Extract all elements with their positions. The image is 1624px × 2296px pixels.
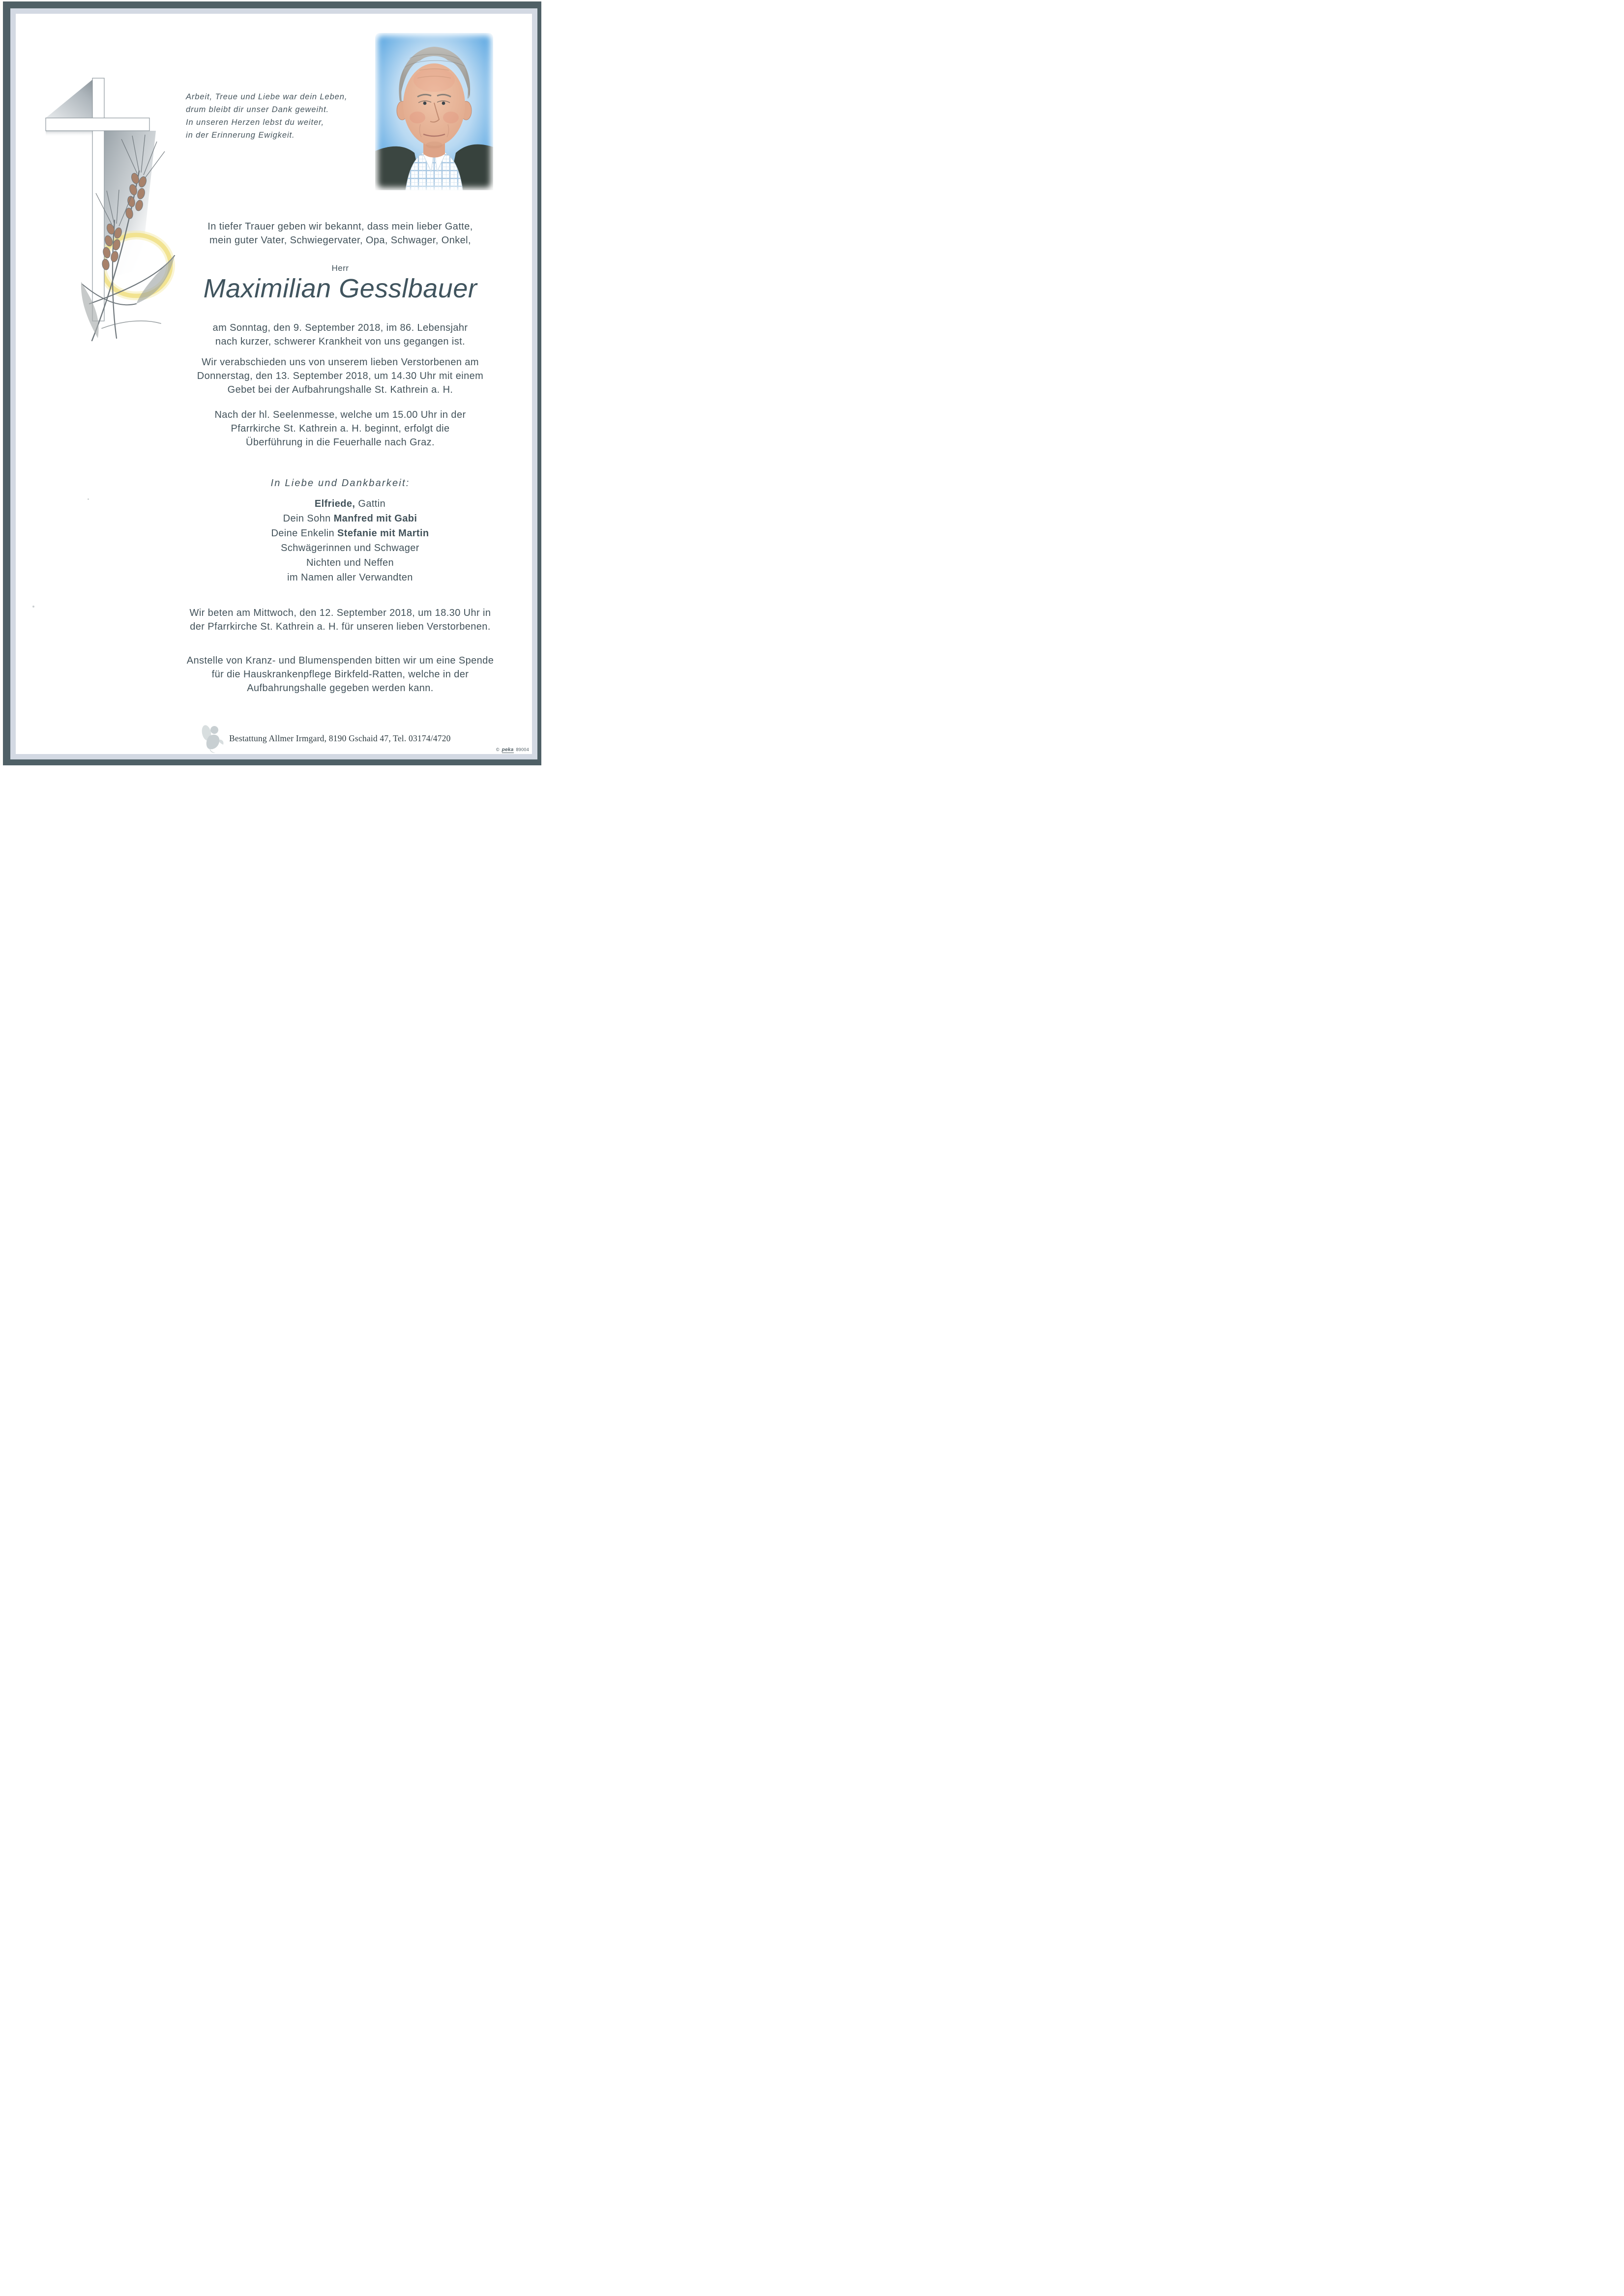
mourner-line: Schwägerinnen und Schwager [281, 543, 419, 553]
poem-line: drum bleibt dir unser Dank geweiht. [186, 105, 329, 114]
text-column [171, 14, 509, 754]
mourner-line: Elfriede, Gattin [314, 498, 386, 509]
prayer-line: der Pfarrkirche St. Kathrein a. H. für unseren lieben Verstorbenen. [190, 621, 491, 632]
farewell-info [171, 355, 509, 397]
mourner-line: Deine Enkelin Stefanie mit Martin [271, 528, 429, 539]
mourner-line: Dein Sohn Manfred mit Gabi [283, 513, 417, 524]
donation-request [171, 654, 509, 695]
deceased-name: Maximilian Gesslbauer [203, 274, 477, 303]
mass-line: Pfarrkirche St. Kathrein a. H. beginnt, erfolgt die [231, 423, 450, 434]
mourner-line: im Namen aller Verwandten [287, 572, 413, 583]
outer-dark-frame [3, 1, 541, 765]
funeral-home-info: Bestattung Allmer Irmgard, 8190 Gschaid 47, Tel. 03174/4720 [229, 733, 451, 743]
farewell-line: Wir verabschieden uns von unserem lieben Verstorbenen am [202, 357, 479, 368]
printer-credit [496, 747, 529, 753]
funeral-home-footer [199, 723, 451, 754]
death-notice-line: am Sonntag, den 9. September 2018, im 86. Lebensjahr [212, 322, 468, 333]
mass-line: Überführung in die Feuerhalle nach Graz. [246, 437, 435, 448]
intro-line: mein guter Vater, Schwiegervater, Opa, Schwager, Onkel, [209, 235, 471, 246]
copyright-icon: © [496, 747, 500, 752]
memorial-poem [186, 90, 347, 142]
donation-line: Anstelle von Kranz- und Blumenspenden bitten wir um eine Spende [186, 655, 494, 666]
poem-line: In unseren Herzen lebst du weiter, [186, 118, 324, 127]
mourner-line: Nichten und Neffen [306, 557, 394, 568]
donation-line: Aufbahrungshalle gegeben werden kann. [247, 683, 434, 694]
inner-light-frame [10, 8, 537, 759]
mourners-heading: In Liebe und Dankbarkeit: [270, 478, 410, 489]
poem-line: in der Erinnerung Ewigkeit. [186, 131, 295, 140]
obituary-card [16, 14, 532, 754]
farewell-line: Donnerstag, den 13. September 2018, um 14.30 Uhr mit einem [197, 371, 484, 381]
angel-logo-icon [199, 723, 226, 754]
mass-line: Nach der hl. Seelenmesse, welche um 15.00 Uhr in der [214, 409, 466, 420]
mass-info [171, 408, 509, 449]
death-notice-line: nach kurzer, schwerer Krankheit von uns gegangen ist. [215, 336, 466, 347]
prayer-info [171, 606, 509, 634]
intro-line: In tiefer Trauer geben wir bekannt, dass mein lieber Gatte, [207, 221, 473, 232]
poem-line: Arbeit, Treue und Liebe war dein Leben, [186, 92, 348, 101]
farewell-line: Gebet bei der Aufbahrungshalle St. Kathrein a. H. [227, 384, 453, 395]
salutation: Herr [331, 263, 349, 273]
announcement-intro [171, 220, 509, 247]
mourners-list [181, 496, 519, 585]
scan-speck [32, 606, 34, 608]
scan-speck [88, 498, 89, 500]
printer-brand: peka [502, 747, 514, 753]
obituary-card-scan [0, 0, 541, 765]
donation-line: für die Hauskrankenpflege Birkfeld-Ratten, welche in der [211, 669, 469, 680]
death-notice [171, 321, 509, 349]
prayer-line: Wir beten am Mittwoch, den 12. September 2018, um 18.30 Uhr in [189, 608, 491, 618]
printer-number: 89004 [516, 747, 529, 752]
